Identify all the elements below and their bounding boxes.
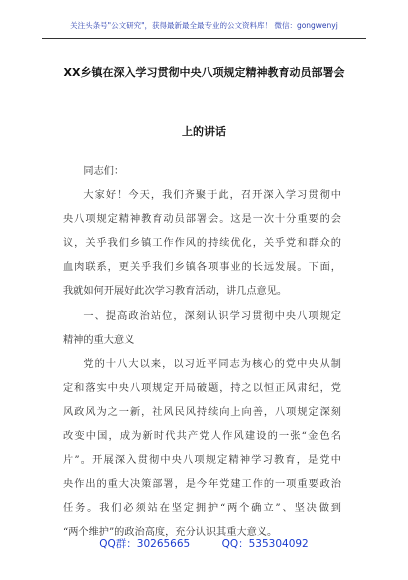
text-line: 改变中国，成为新时代共产党人作风建设的一张“金色名 xyxy=(63,431,341,443)
section-heading-1 xyxy=(63,305,341,353)
text-line: 片”。开展深入贯彻中央八项规定精神学习教育，是党中 xyxy=(63,455,341,467)
qq-number: QQ：535304092 xyxy=(221,538,309,550)
text-line: 大家好！今天，我们齐聚于此，召开深入学习贯彻中 xyxy=(83,190,341,202)
text-line: “两个维护”的政治高度，充分认识其重大意义。 xyxy=(63,527,278,539)
text-line: 一、提高政治站位，深刻认识学习贯彻中央八项规定 xyxy=(83,310,341,322)
text-line: 精神的重大意义 xyxy=(63,334,135,346)
text-line: 央作出的重大决策部署，是今年党建工作的一项重要政治 xyxy=(63,479,341,491)
text-line: 议，关乎我们乡镇工作作风的持续优化，关乎党和群众的 xyxy=(63,238,341,250)
text-line: 风政风为之一新，社风民风持续向上向善，八项规定深刻 xyxy=(63,406,341,418)
salutation: 同志们： xyxy=(83,166,125,177)
text-line: 党的十八大以来，以习近平同志为核心的党中央从制 xyxy=(83,358,341,370)
document-title-continued: 上的讲话 xyxy=(182,125,226,138)
qq-group-number: QQ群：30265665 xyxy=(99,538,191,550)
page-footer xyxy=(0,536,408,551)
paragraph-opening xyxy=(63,184,341,304)
text-line: 定和落实中央八项规定开局破题，持之以恒正风肃纪，党 xyxy=(63,382,341,394)
text-line: 央八项规定精神教育动员部署会。这是一次十分重要的会 xyxy=(63,214,341,226)
text-line: 血肉联系，更关乎我们乡镇各项事业的长远发展。下面， xyxy=(63,262,341,274)
page-header-banner: 关注头条号"公文研究"，获得最新最全最专业的公文资料库！ 微信：gongwenyj xyxy=(42,20,366,39)
text-line: 我就如何开展好此次学习教育活动，讲几点意见。 xyxy=(63,286,288,298)
text-line: 任务。我们必须站在坚定拥护“两个确立”、坚决做到 xyxy=(63,503,341,515)
paragraph-section-1 xyxy=(63,353,341,546)
document-body xyxy=(63,160,341,546)
document-title: XX乡镇在深入学习贯彻中央八项规定精神教育动员部署会 xyxy=(63,66,345,79)
